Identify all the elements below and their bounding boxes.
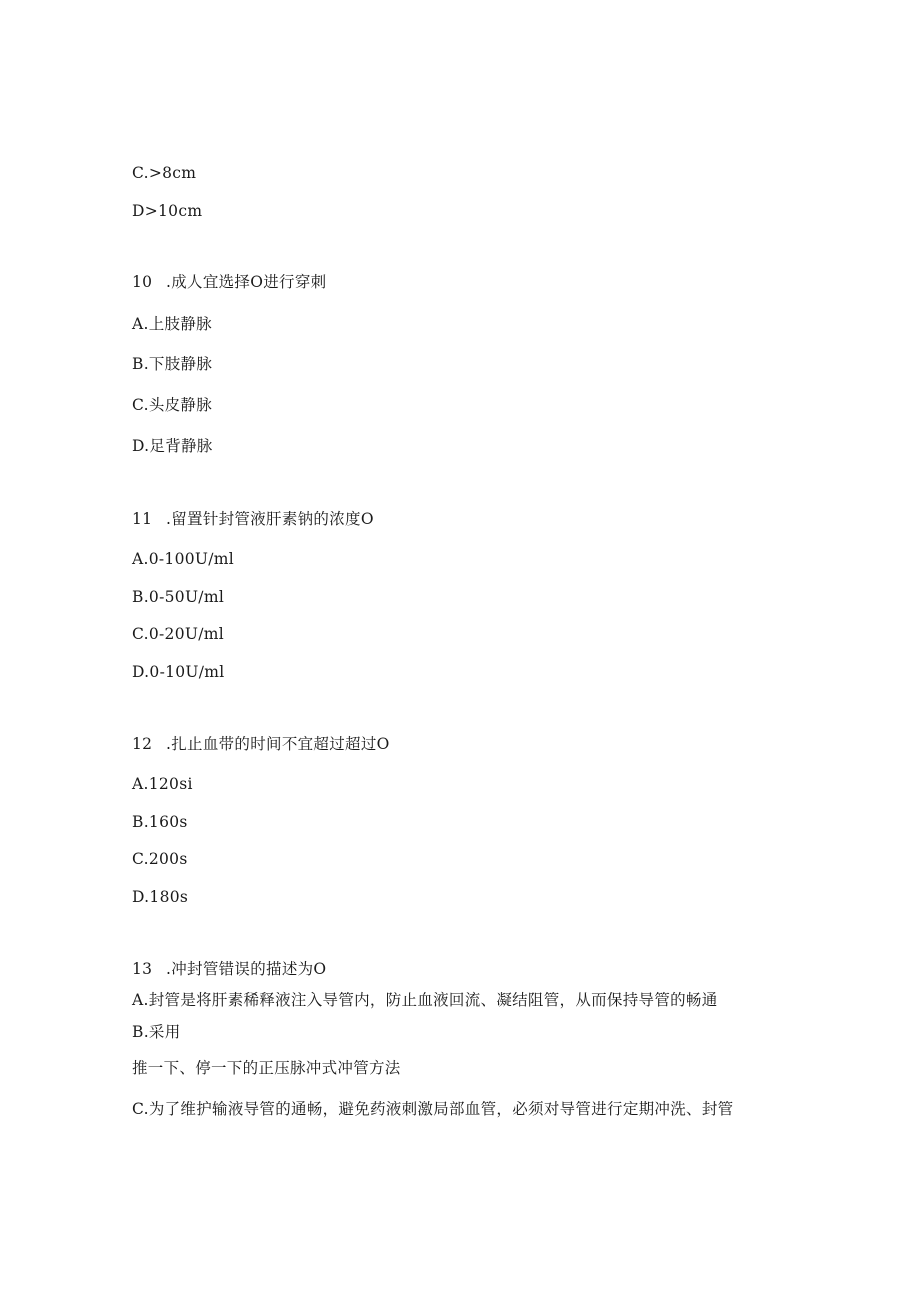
q11-option-a: A.0-100U∕ml (132, 550, 235, 568)
q12-stem: .扎止血带的时间不宜超过超过O (166, 735, 390, 753)
q9-option-d: D>10cm (132, 202, 203, 220)
q10-option-b: B.下肢静脉 (132, 355, 213, 373)
q10-option-a: A.上肢静脉 (132, 315, 212, 333)
q11-stem-line (132, 509, 374, 529)
q12-option-c: C.200s (132, 850, 188, 868)
q10-stem-line (132, 272, 326, 292)
q12-option-b: B.160s (132, 813, 188, 831)
q12-number: 12 (132, 735, 153, 753)
q12-stem-line (132, 734, 390, 754)
q12-option-d: D.180s (132, 888, 189, 906)
q10-stem: .成人宜选择O进行穿刺 (166, 273, 327, 291)
q13-option-c: C.为了维护输液导管的通畅，避免药液刺激局部血管，必须对导管进行定期冲洗、封管 (132, 1100, 734, 1118)
q11-number: 11 (132, 510, 153, 528)
q13-stem: .冲封管错误的描述为O (166, 960, 327, 978)
q11-option-b: B.0-50U∕ml (132, 588, 225, 606)
q10-number: 10 (132, 273, 153, 291)
q10-option-c: C.头皮静脉 (132, 396, 213, 414)
q13-option-b-continued: 推一下、停一下的正压脉冲式冲管方法 (132, 1059, 401, 1077)
q10-option-d: D.足背静脉 (132, 437, 213, 455)
q12-option-a: A.120si (132, 775, 193, 793)
q11-option-c: C.0-20U∕ml (132, 625, 224, 643)
q11-stem: .留置针封管液肝素钠的浓度O (166, 510, 374, 528)
q13-option-a: A.封管是将肝素稀释液注入导管内，防止血液回流、凝结阻管，从而保持导管的畅通 (132, 991, 718, 1009)
q13-stem-line (132, 959, 326, 979)
q13-option-b: B.采用 (132, 1023, 181, 1041)
q11-option-d: D.0-10U∕ml (132, 663, 225, 681)
q13-number: 13 (132, 960, 153, 978)
q9-option-c: C.>8cm (132, 164, 197, 182)
